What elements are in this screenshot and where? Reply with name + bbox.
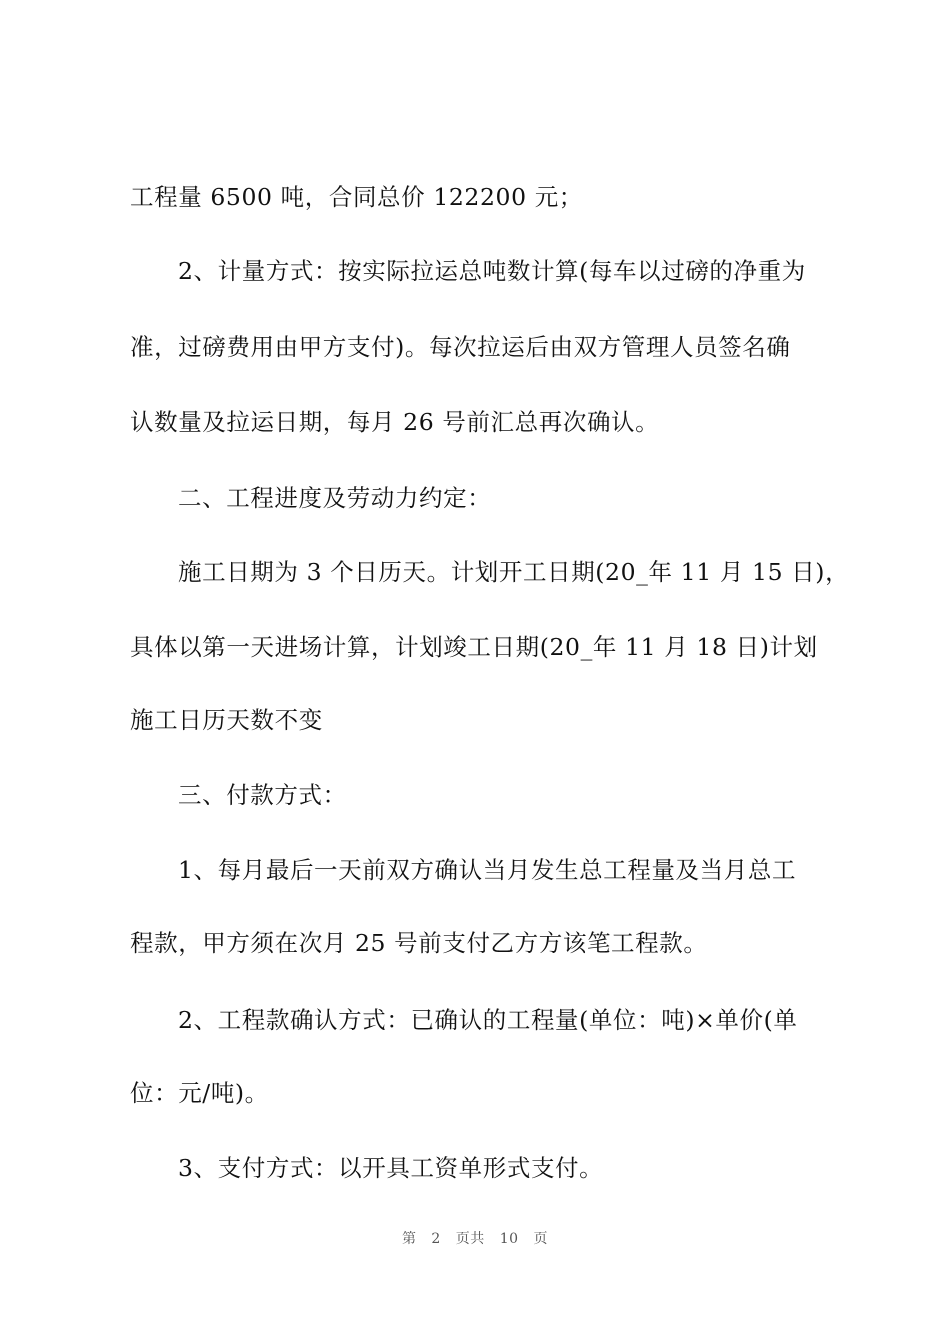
paragraph-line: 准，过磅费用由甲方支付)。每次拉运后由双方管理人员签名确 (130, 333, 791, 361)
paragraph-line: 1、每月最后一天前双方确认当月发生总工程量及当月总工 (178, 856, 797, 884)
footer-prefix: 第 (401, 1231, 417, 1247)
paragraph-line: 3、支付方式：以开具工资单形式支付。 (178, 1154, 604, 1182)
footer-total-pages: 10 (499, 1231, 519, 1247)
footer-page-number: 2 (431, 1231, 441, 1247)
footer-middle: 页共 (455, 1231, 485, 1247)
page-footer (0, 1228, 950, 1248)
paragraph-line: 具体以第一天进场计算，计划竣工日期(20_年 11 月 18 日)计划 (130, 633, 818, 661)
paragraph-line: 施工日期为 3 个日历天。计划开工日期(20_年 11 月 15 日)， (178, 558, 850, 586)
paragraph-line: 程款，甲方须在次月 25 号前支付乙方方该笔工程款。 (130, 929, 708, 957)
paragraph-line: 认数量及拉运日期，每月 26 号前汇总再次确认。 (130, 408, 660, 436)
section-heading: 三、付款方式： (178, 781, 347, 809)
paragraph-line: 2、计量方式：按实际拉运总吨数计算(每车以过磅的净重为 (178, 257, 806, 285)
section-heading: 二、工程进度及劳动力约定： (178, 484, 492, 512)
paragraph-line: 2、工程款确认方式：已确认的工程量(单位：吨)×单价(单 (178, 1006, 798, 1034)
paragraph-line: 施工日历天数不变 (130, 706, 323, 734)
footer-suffix: 页 (533, 1231, 549, 1247)
paragraph-line: 位：元/吨)。 (130, 1079, 269, 1107)
paragraph-line: 工程量 6500 吨，合同总价 122200 元； (130, 183, 583, 211)
